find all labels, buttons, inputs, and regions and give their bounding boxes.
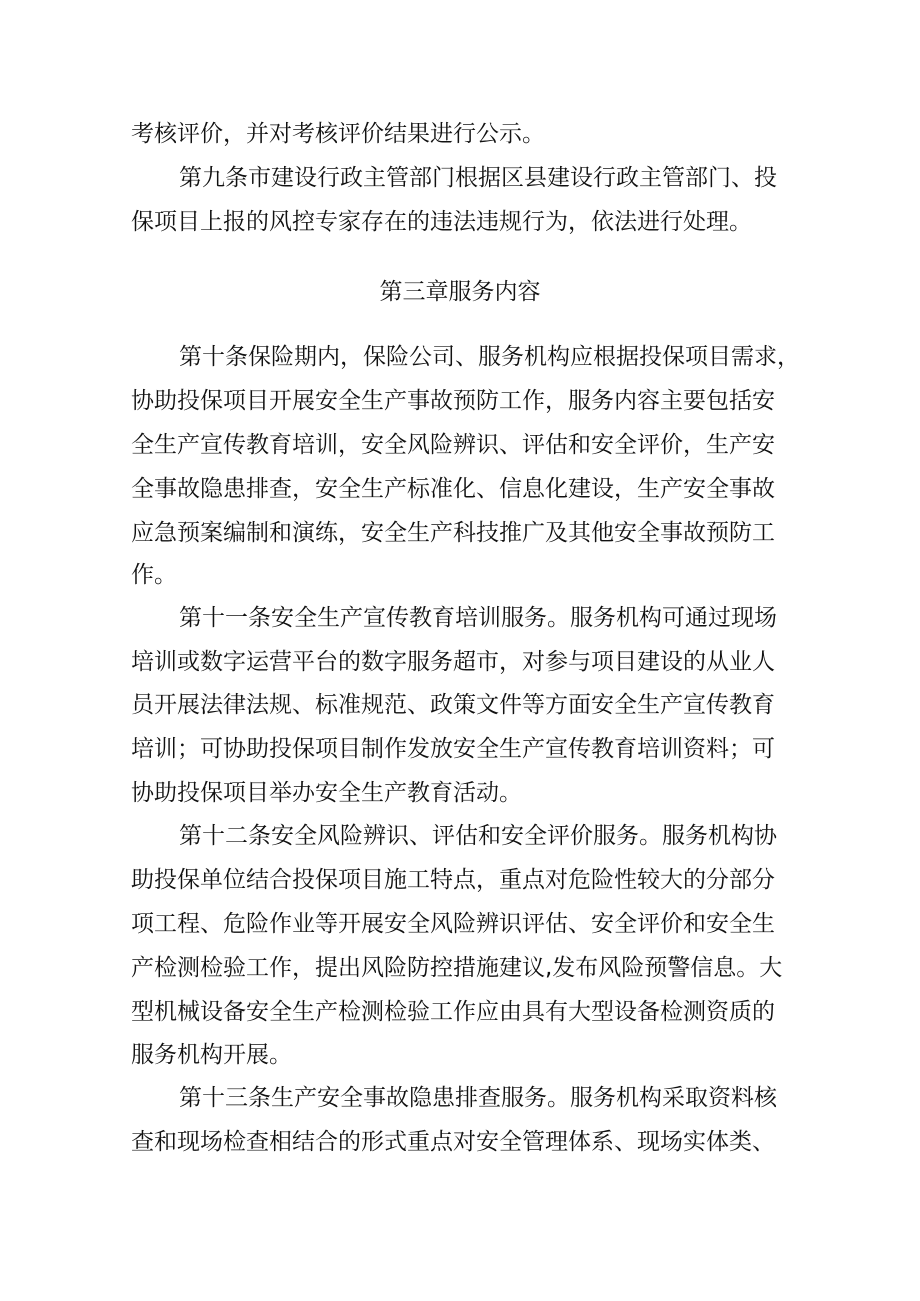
body-line: 协助投保项目开展安全生产事故预防工作，服务内容主要包括安 (131, 388, 775, 414)
body-line: 全生产宣传教育培训，安全风险辨识、评估和安全评价，生产安 (131, 432, 775, 458)
body-line: 考核评价，并对考核评价结果进行公示。 (131, 121, 545, 147)
article-11-start: 第十一条安全生产宣传教育培训服务。服务机构可通过现场 (179, 605, 777, 631)
body-line: 型机械设备安全生产检测检验工作应由具有大型设备检测资质的 (131, 999, 775, 1025)
article-13-start: 第十三条生产安全事故隐患排查服务。服务机构采取资料核 (179, 1085, 777, 1111)
body-line: 协助投保项目举办安全生产教育活动。 (131, 780, 522, 806)
body-line: 培训；可协助投保项目制作发放安全生产宣传教育培训资料；可 (131, 736, 775, 762)
body-line: 助投保单位结合投保项目施工特点，重点对危险性较大的分部分 (131, 867, 775, 893)
body-line: 查和现场检查相结合的形式重点对安全管理体系、现场实体类、 (131, 1129, 775, 1155)
body-line: 应急预案编制和演练，安全生产科技推广及其他安全事故预防工 (131, 520, 775, 546)
body-line: 服务机构开展。 (131, 1042, 292, 1068)
body-line: 产检测检验工作，提出风险防控措施建议,发布风险预警信息。大 (131, 955, 783, 981)
article-12-start: 第十二条安全风险辨识、评估和安全评价服务。服务机构协 (179, 823, 777, 849)
body-line: 保项目上报的风控专家存在的违法违规行为，依法进行处理。 (131, 209, 752, 235)
body-line: 作。 (131, 562, 177, 588)
article-10-start: 第十条保险期内，保险公司、服务机构应根据投保项目需求， (179, 344, 800, 370)
body-line: 培训或数字运营平台的数字服务超市，对参与项目建设的从业人 (131, 649, 775, 675)
body-line: 项工程、危险作业等开展安全风险辨识评估、安全评价和安全生 (131, 911, 775, 937)
chapter-heading: 第三章服务内容 (379, 279, 541, 305)
body-line: 全事故隐患排查，安全生产标准化、信息化建设，生产安全事故 (131, 476, 775, 502)
article-9-start: 第九条市建设行政主管部门根据区县建设行政主管部门、投 (179, 165, 777, 191)
body-line: 员开展法律法规、标准规范、政策文件等方面安全生产宣传教育 (131, 692, 775, 718)
